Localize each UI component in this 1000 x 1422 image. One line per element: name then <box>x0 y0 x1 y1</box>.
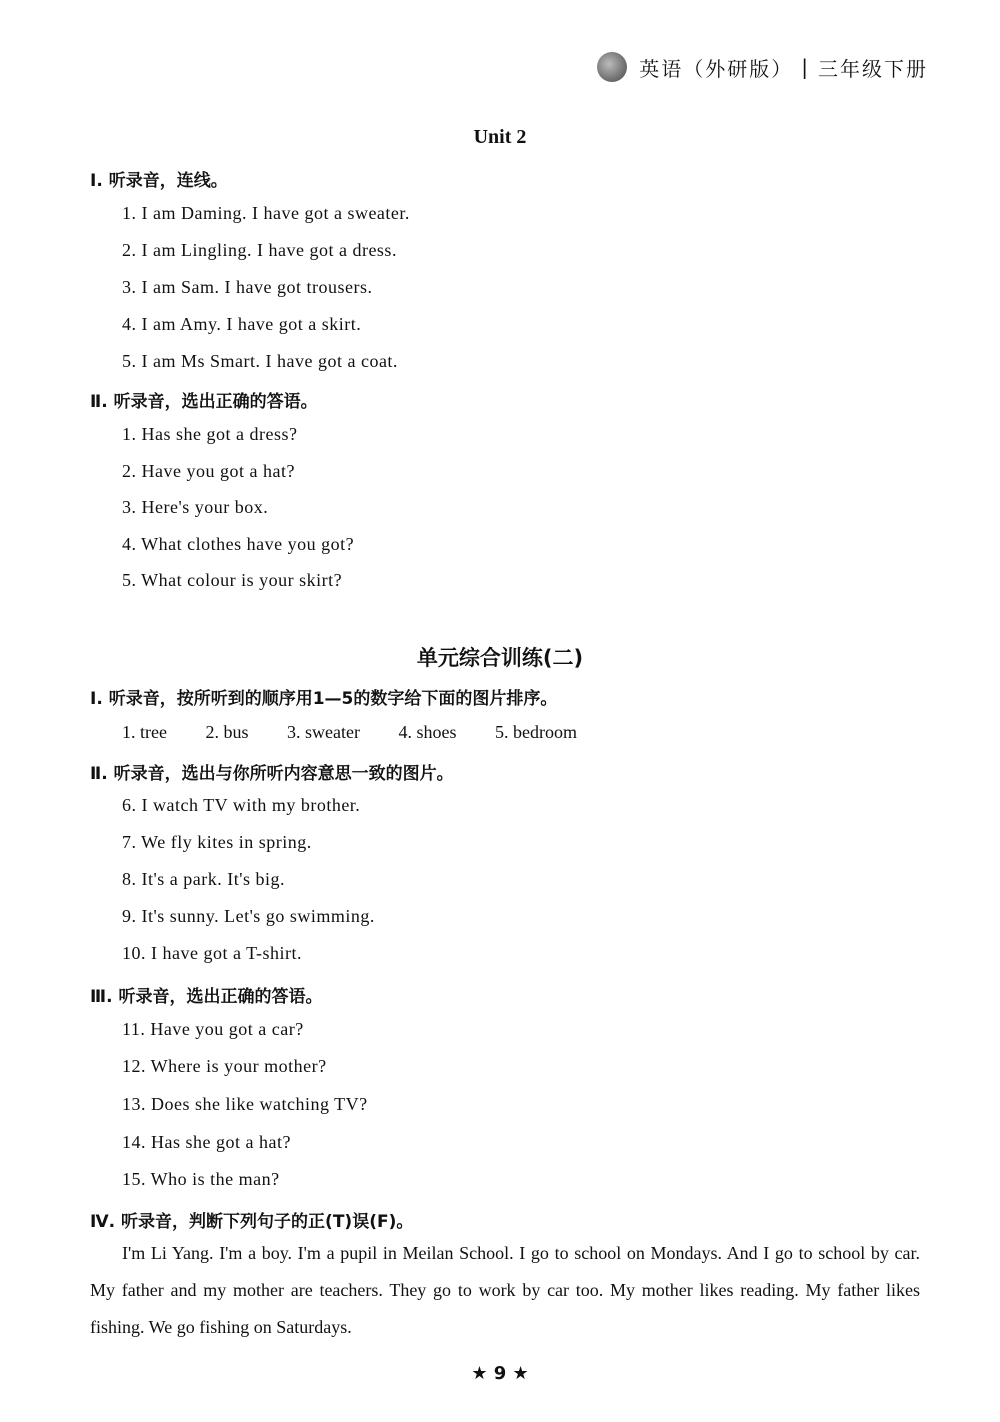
listening-item: 13. Does she like watching TV? <box>122 1094 368 1114</box>
review-title: 单元综合训练(二) <box>416 646 584 670</box>
reading-paragraph <box>90 1235 920 1346</box>
word-item: 2. bus <box>205 722 249 742</box>
listening-item: 10. I have got a T-shirt. <box>122 943 302 963</box>
listening-item: 4. I am Amy. I have got a skirt. <box>122 314 362 334</box>
section-heading-1: Ⅰ. 听录音，连线。 <box>90 171 228 191</box>
listening-item: 12. Where is your mother? <box>122 1056 327 1076</box>
listening-item: 4. What clothes have you got? <box>122 534 355 554</box>
review-heading-1: Ⅰ. 听录音，按所听到的顺序用1—5的数字给下面的图片排序。 <box>90 689 558 709</box>
listening-item: 1. Has she got a dress? <box>122 424 298 444</box>
listening-item: 5. What colour is your skirt? <box>122 570 343 590</box>
review-heading-2: Ⅱ. 听录音，选出与你所听内容意思一致的图片。 <box>90 764 454 784</box>
review-heading-4: Ⅳ. 听录音，判断下列句子的正(T)误(F)。 <box>90 1212 414 1232</box>
listening-item: 8. It's a park. It's big. <box>122 869 285 889</box>
listening-item: 7. We fly kites in spring. <box>122 832 312 852</box>
listening-item: 14. Has she got a hat? <box>122 1132 291 1152</box>
section-heading-2: Ⅱ. 听录音，选出正确的答语。 <box>90 392 318 412</box>
listening-item: 2. I am Lingling. I have got a dress. <box>122 240 397 260</box>
book-logo-icon <box>597 52 627 82</box>
word-item: 1. tree <box>122 722 167 742</box>
header-grade: 三年级下册 <box>818 56 928 81</box>
header-subject: 英语（外研版） <box>639 56 794 81</box>
listening-item: 6. I watch TV with my brother. <box>122 795 361 815</box>
listening-item: 11. Have you got a car? <box>122 1019 304 1039</box>
listening-item: 3. Here's your box. <box>122 497 269 517</box>
word-item: 3. sweater <box>287 722 360 742</box>
review-heading-3: Ⅲ. 听录音，选出正确的答语。 <box>90 987 323 1007</box>
word-item: 5. bedroom <box>494 722 577 742</box>
page-header <box>597 52 928 82</box>
paragraph-text: I'm Li Yang. I'm a boy. I'm a pupil in Meilan School. I go to school on Mondays. And I go to school by car. My father and my mother are teachers. They go to work by car too. My mother likes reading. My father likes fishing. We go fishing on Saturdays. <box>90 1243 920 1337</box>
word-list <box>122 722 611 743</box>
page-number: ★ 9 ★ <box>471 1363 529 1384</box>
unit-title: Unit 2 <box>473 126 527 148</box>
listening-item: 5. I am Ms Smart. I have got a coat. <box>122 351 398 371</box>
header-separator: | <box>801 55 810 79</box>
listening-item: 2. Have you got a hat? <box>122 461 295 481</box>
listening-item: 1. I am Daming. I have got a sweater. <box>122 203 410 223</box>
listening-item: 15. Who is the man? <box>122 1169 280 1189</box>
listening-item: 9. It's sunny. Let's go swimming. <box>122 906 375 926</box>
listening-item: 3. I am Sam. I have got trousers. <box>122 277 373 297</box>
word-item: 4. shoes <box>398 722 457 742</box>
